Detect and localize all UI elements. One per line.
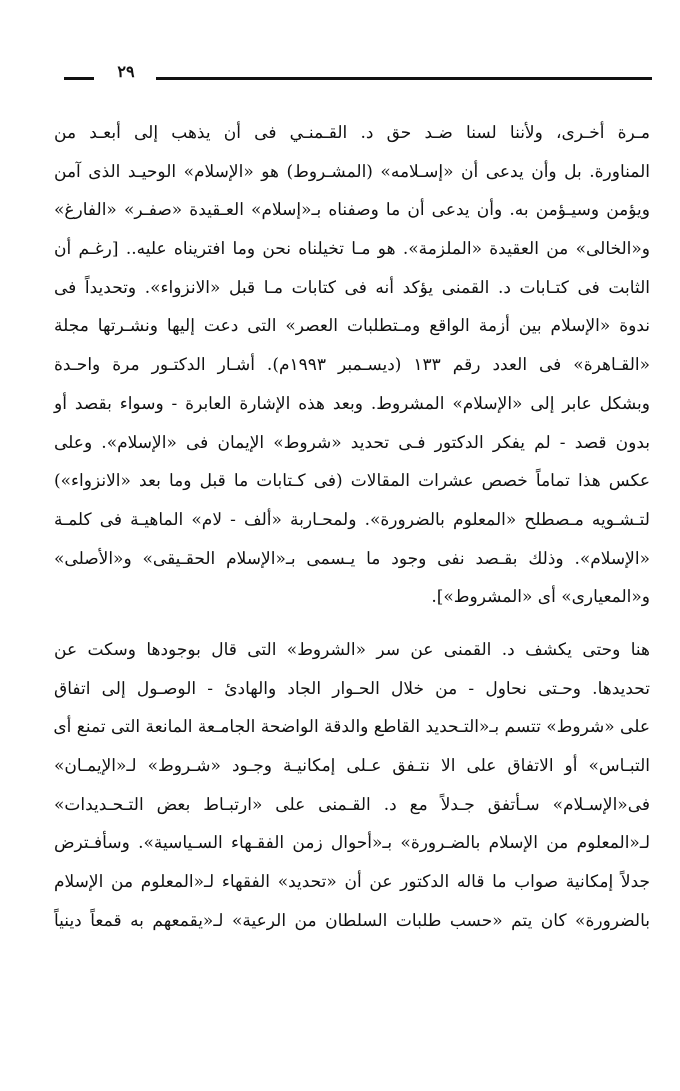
text-line: و«المعيارى» أى «المشروط»]. (431, 587, 650, 608)
text-line: وبشكل عابر إلى «الإسلام» المشروط. وبعد هذه الإشارة العابرة - وسواء بقصد أو (54, 393, 650, 414)
text-line: و«الخالى» من العقيدة «الملزمة». هو مـا تخيلناه نحن وما افتريناه عليه.. [رغـم أن (54, 239, 650, 260)
paragraph-2 (54, 631, 650, 941)
header-rule-right (156, 77, 652, 80)
text-line: بالضرورة» كان يتم «حسب طلبات السلطان من الرعية» لـ«يقمعهم به قمعاً دينياً (54, 910, 650, 931)
text-line: «الإسلام». وذلك بقـصد نفى وجود ما يـسمى بـ«الإسلام الحقـيقى» و«الأصلى» (54, 548, 650, 569)
paragraph-1 (54, 114, 650, 617)
text-line: ندوة «الإسلام بين أزمة الواقع ومـتطلبات العصر» التى دعت إليها ونشـرتها مجلة (54, 316, 650, 337)
body-text (54, 114, 650, 940)
text-line: على «شروط» تتسم بـ«التـحديد القاطع والدقة الواضحة الجامـعة المانعة التى تمنع أى (53, 717, 650, 738)
text-line: جدلاً إمكانية صواب ما قاله الدكتور عن أن «تحديد» الفقهاء لـ«المعلوم من الإسلام (54, 872, 650, 893)
paragraph-gap (54, 617, 650, 631)
text-line: لـ«المعلوم من الإسلام بالضـرورة» بـ«أحوال زمن الفقـهاء السـياسية». وسأفـترض (54, 833, 650, 854)
text-line: لتـشـويه مـصطلح «المعلوم بالضرورة». ولمحـاربة «ألف - لام» الماهيـة فى كلمـة (54, 509, 650, 530)
text-line: التبـاس» أو الاتفاق على الا نتـفق عـلى إمكانيـة وجـود «شـروط» لـ«الإيمـان» (54, 756, 650, 776)
text-line: فى«الإسـلام» سـأتفق جـدلاً مع د. القـمنى على «ارتبـاط بعض التـحـديدات» (54, 794, 650, 815)
text-line: هنا وحتى يكشف د. القمنى عن سر «الشروط» التى قال بوجودها وسكت عن (54, 639, 650, 660)
page-number: ٢٩ (117, 62, 135, 81)
header-rule-left (64, 77, 94, 80)
text-line: تحديدها. وحـتى نحاول - من خلال الحـوار الجاد والهادئ - الوصـول إلى اتفاق (54, 678, 650, 699)
text-line: عكس هذا تماماً خصص عشرات المقالات (فى كـتابات ما قبل وما بعد «الانزواء») (54, 471, 650, 492)
text-line: المناورة. بل وأن يدعى أن «إسـلامه» (المشـروط) هو «الإسلام» الوحيـد الذى آمن (54, 161, 650, 182)
text-line: ويؤمن وسيـؤمن به. وأن يدعى أن ما وصفناه بـ«إسلام» العـقيدة «صفـر» «الفارغ» (54, 200, 650, 221)
text-line: الثابت فى كتـابات د. القمنى يؤكد أنه فى كتابات مـا قبل «الانزواء». وتحديداً فى (54, 277, 650, 298)
text-line: بدون قصد - لم يفكر الدكتور فـى تحديد «شروط» الإيمان فى «الإسلام». وعلى (54, 432, 650, 453)
text-line: «القـاهرة» فى العدد رقم ١٣٣ (ديسـمبر ١٩٩٣م). أشـار الدكتـور مرة واحـدة (54, 355, 651, 376)
text-line: مـرة أخـرى، ولأننا لسنا ضـد حق د. القـمنـي فى أن يذهب إلى أبعـد من (54, 123, 650, 143)
page-header (64, 62, 652, 86)
